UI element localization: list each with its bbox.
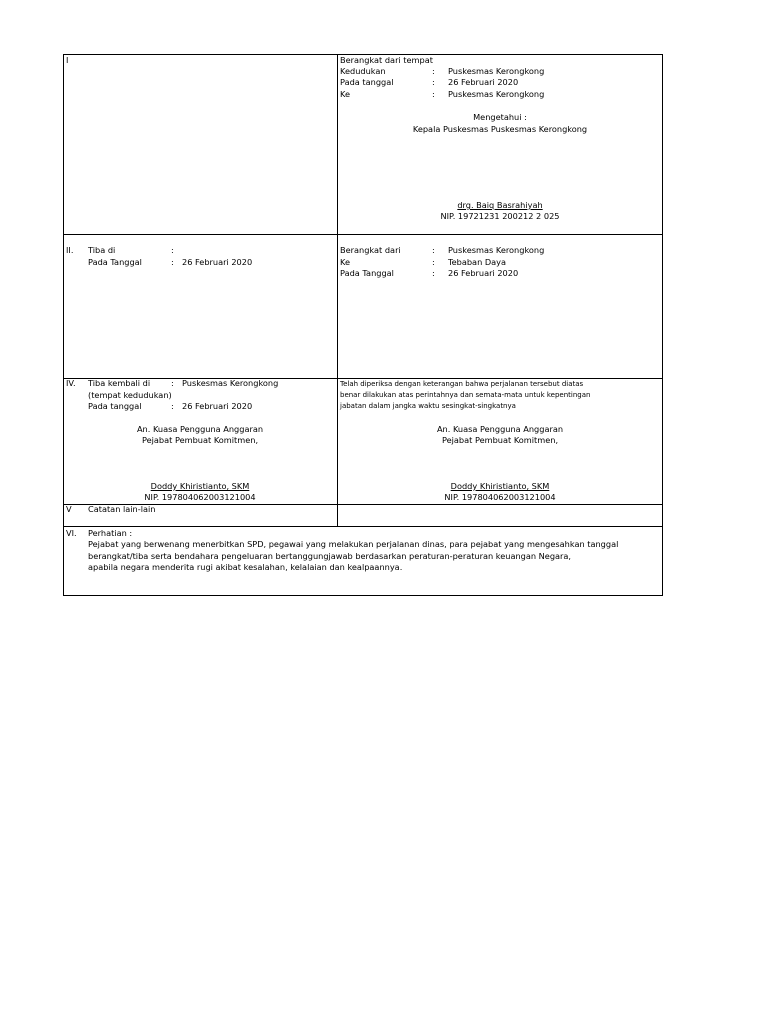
colon: : [432,257,435,267]
left-signer-name: Doddy Khiristianto, SKM [150,481,250,491]
colon: : [432,245,435,255]
row-divider-4 [63,526,663,527]
notice-text: Pejabat yang berwenang menerbitkan SPD, pegawai yang melakukan perjalanan dinas, para pejabat yang mengesahkan tanggal [88,539,619,549]
section-number: VI. [66,528,77,538]
acknowledge-label: Mengetahui : [473,112,527,122]
signer-nip: NIP. 19721231 200212 2 025 [440,211,560,221]
to-value: Tebaban Daya [448,257,507,267]
verification-text: jabatan dalam jangka waktu sesingkat-singkatnya [340,402,516,410]
colon: : [432,77,435,87]
arrive-label: Tiba di [88,245,116,255]
date-value: 26 Februari 2020 [448,268,519,278]
right-signer-role: An. Kuasa Pengguna Anggaran [436,424,564,434]
depart-from-label: Berangkat dari [340,245,401,255]
date-label: Pada tanggal [88,401,142,411]
date-label: Pada Tanggal [88,257,142,267]
to-value: Puskesmas Kerongkong [448,89,545,99]
depart-from-value: Puskesmas Kerongkong [448,245,545,255]
column-divider [337,54,338,526]
notice-text: apabila negara menderita rugi akibat kesalahan, kelalaian dan kealpaannya. [88,562,403,572]
date-label: Pada tanggal [340,77,394,87]
colon: : [171,257,174,267]
notice-title: Perhatian : [88,528,133,538]
to-label: Ke [340,89,350,99]
left-signer-role: An. Kuasa Pengguna Anggaran [136,424,264,434]
return-label: Tiba kembali di [88,378,151,388]
date-value: 26 Februari 2020 [182,257,253,267]
verification-text: benar dilakukan atas perintahnya dan semata-mata untuk kepentingan [340,391,591,399]
date-value: 26 Februari 2020 [182,401,253,411]
kedudukan-value: Puskesmas Kerongkong [448,66,545,76]
colon: : [171,378,174,388]
kedudukan-label: Kedudukan [340,66,386,76]
return-note: (tempat kedudukan) [88,390,172,400]
return-value: Puskesmas Kerongkong [182,378,279,388]
colon: : [171,401,174,411]
notes-label: Catatan lain-lain [88,504,156,514]
right-signer-name: Doddy Khiristianto, SKM [450,481,550,491]
notice-text: berangkat/tiba serta bendahara pengeluaran bertanggungjawab berdasarkan peraturan-peraturan keuangan Negara, [88,551,572,561]
colon: : [432,66,435,76]
colon: : [432,268,435,278]
right-signer-role: Pejabat Pembuat Komitmen, [441,435,559,445]
section-number: I [66,55,69,65]
verification-text: Telah diperiksa dengan keterangan bahwa perjalanan tersebut diatas [340,380,584,388]
colon: : [171,245,174,255]
section-number: IV. [66,378,76,388]
left-signer-role: Pejabat Pembuat Komitmen, [141,435,259,445]
colon: : [432,89,435,99]
head-title: Kepala Puskesmas Puskesmas Kerongkong [412,124,588,134]
section-number: V [66,504,72,514]
date-value: 26 Februari 2020 [448,77,519,87]
right-signer-nip: NIP. 197804062003121004 [444,492,556,502]
section-number: II. [66,245,74,255]
depart-from-label: Berangkat dari tempat [340,55,433,65]
row-divider-1 [63,234,663,235]
to-label: Ke [340,257,350,267]
signer-name: drg. Baiq Basrahiyah [457,200,543,210]
left-signer-nip: NIP. 197804062003121004 [144,492,256,502]
date-label: Pada Tanggal [340,268,394,278]
